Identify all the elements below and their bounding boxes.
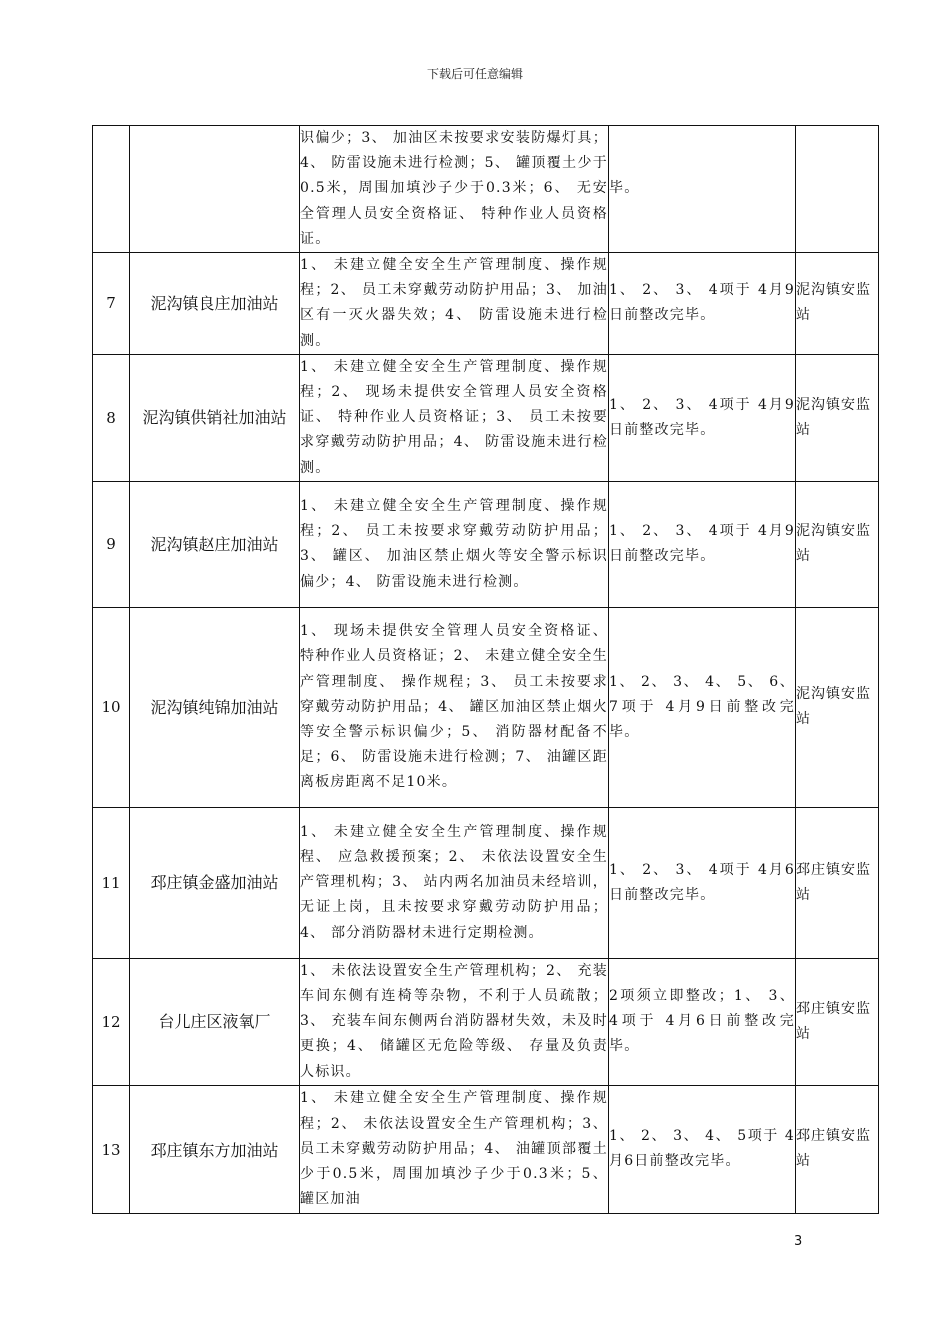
table-row (93, 807, 879, 958)
rectification-cell: 2项须立即整改；1、 3、 4项于 4月6日前整改完毕。 (609, 958, 796, 1085)
station-name: 泥沟镇纯锦加油站 (130, 607, 300, 807)
station-name: 邳庄镇东方加油站 (130, 1085, 300, 1213)
table-body (93, 126, 879, 1214)
table-row (93, 958, 879, 1085)
responsible-unit: 泥沟镇安监站 (796, 253, 879, 355)
issues-cell: 1、 现场未提供安全管理人员安全资格证、 特种作业人员资格证；2、 未建立健全安全生产管理制度、 操作规程；3、 员工未按要求穿戴劳动防护用品；4、 罐区加油区禁止烟火等安全警示标识偏少；5、 消防器材配备不足；6、 防雷设施未进行检测；7、 油罐区距离板房距离不足10米。 (300, 607, 609, 807)
responsible-unit: 邳庄镇安监站 (796, 1085, 879, 1213)
rectification-cell: 1、 2、 3、 4项于 4月9日前整改完毕。 (609, 354, 796, 481)
row-number: 11 (93, 807, 130, 958)
responsible-unit (796, 126, 879, 253)
row-number: 9 (93, 481, 130, 607)
responsible-unit: 泥沟镇安监站 (796, 354, 879, 481)
rectification-cell: 1、 2、 3、 4项于 4月9日前整改完毕。 (609, 253, 796, 355)
responsible-unit: 泥沟镇安监站 (796, 607, 879, 807)
rectification-cell: 1、 2、 3、 4、 5项于 4月6日前整改完毕。 (609, 1085, 796, 1213)
row-number: 7 (93, 253, 130, 355)
issues-cell: 1、 未建立健全安全生产管理制度、操作规程；2、 未依法设置安全生产管理机构；3、 员工未穿戴劳动防护用品；4、 油罐顶部覆土少于0.5米，周围加填沙子少于0.3米；5、 罐区加油 (300, 1085, 609, 1213)
inspection-table (92, 125, 879, 1214)
table-row (93, 481, 879, 607)
rectification-cell: 1、 2、 3、 4项于 4月6日前整改完毕。 (609, 807, 796, 958)
table-row (93, 607, 879, 807)
issues-cell: 1、 未建立健全安全生产管理制度、操作规程；2、 现场未提供安全管理人员安全资格证、 特种作业人员资格证；3、 员工未按要求穿戴劳动防护用品；4、 防雷设施未进行检测。 (300, 354, 609, 481)
table-row (93, 354, 879, 481)
issues-cell: 1、 未建立健全安全生产管理制度、操作规程；2、 员工未穿戴劳动防护用品；3、 加油区有一灭火器失效；4、 防雷设施未进行检测。 (300, 253, 609, 355)
row-number (93, 126, 130, 253)
rectification-cell: 1、 2、 3、 4、 5、 6、 7项于 4月9日前整改完毕。 (609, 607, 796, 807)
station-name: 邳庄镇金盛加油站 (130, 807, 300, 958)
table-row (93, 126, 879, 253)
issues-cell: 识偏少；3、 加油区未按要求安装防爆灯具；4、 防雷设施未进行检测；5、 罐顶覆土少于0.5米，周围加填沙子少于0.3米；6、 无安全管理人员安全资格证、 特种作业人员资格证。 (300, 126, 609, 253)
responsible-unit: 邳庄镇安监站 (796, 807, 879, 958)
table-row (93, 253, 879, 355)
page-number: 3 (794, 1234, 803, 1249)
row-number: 13 (93, 1085, 130, 1213)
table-row (93, 1085, 879, 1213)
row-number: 8 (93, 354, 130, 481)
station-name: 台儿庄区液氧厂 (130, 958, 300, 1085)
row-number: 12 (93, 958, 130, 1085)
row-number: 10 (93, 607, 130, 807)
responsible-unit: 邳庄镇安监站 (796, 958, 879, 1085)
station-name: 泥沟镇赵庄加油站 (130, 481, 300, 607)
rectification-cell: 毕。 (609, 126, 796, 253)
issues-cell: 1、 未依法设置安全生产管理机构；2、 充装车间东侧有连椅等杂物，不利于人员疏散；3、 充装车间东侧两台消防器材失效，未及时更换；4、 储罐区无危险等级、 存量及负责人标识。 (300, 958, 609, 1085)
rectification-cell: 1、 2、 3、 4项于 4月9日前整改完毕。 (609, 481, 796, 607)
station-name (130, 126, 300, 253)
station-name: 泥沟镇良庄加油站 (130, 253, 300, 355)
issues-cell: 1、 未建立健全安全生产管理制度、操作规程、 应急救援预案；2、 未依法设置安全生产管理机构；3、 站内两名加油员未经培训，无证上岗，且未按要求穿戴劳动防护用品；4、 部分消防器材未进行定期检测。 (300, 807, 609, 958)
issues-cell: 1、 未建立健全安全生产管理制度、操作规程；2、 员工未按要求穿戴劳动防护用品；3、 罐区、 加油区禁止烟火等安全警示标识偏少；4、 防雷设施未进行检测。 (300, 481, 609, 607)
responsible-unit: 泥沟镇安监站 (796, 481, 879, 607)
page-header: 下载后可任意编辑 (426, 67, 523, 81)
station-name: 泥沟镇供销社加油站 (130, 354, 300, 481)
